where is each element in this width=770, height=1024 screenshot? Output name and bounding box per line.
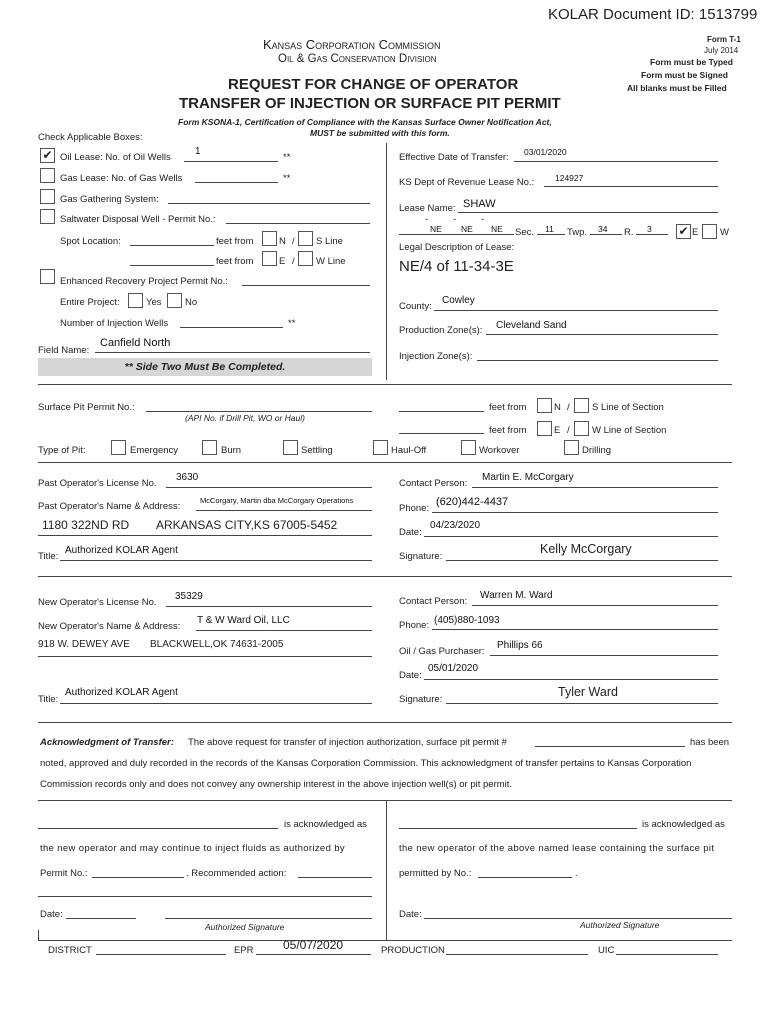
new-phone-label: Phone:: [399, 620, 430, 631]
district-line[interactable]: [96, 954, 226, 955]
ack-heading: Acknowledgment of Transfer:: [40, 737, 174, 748]
form-number: Form T-1: [707, 35, 741, 44]
slash: /: [567, 425, 570, 436]
effective-date-line[interactable]: [514, 161, 718, 162]
injection-zone-line[interactable]: [477, 360, 718, 361]
ack-left-auth-sig: Authorized Signature: [205, 922, 285, 932]
gas-gathering-checkbox[interactable]: [40, 189, 55, 204]
sec-value: 11: [545, 224, 554, 234]
pit-feet-from: feet from: [489, 402, 527, 413]
e-label: E: [279, 256, 286, 267]
legal-description-value: NE/4 of 11-34-3E: [399, 258, 514, 275]
eor-permit-line[interactable]: [242, 285, 370, 286]
dash: -: [425, 214, 429, 225]
epr-label: EPR: [234, 945, 254, 956]
swd-label: Saltwater Disposal Well - Permit No.:: [60, 214, 216, 225]
entire-project-label: Entire Project:: [60, 297, 120, 308]
ack-right-auth-sig: Authorized Signature: [580, 920, 660, 930]
yes-label: Yes: [146, 297, 162, 308]
ack-right-signature-line[interactable]: [424, 918, 732, 919]
sec-label: Sec.: [515, 227, 535, 238]
new-address-1: 918 W. DEWEY AVE: [38, 639, 130, 650]
field-name-label: Field Name:: [38, 345, 90, 356]
period: .: [575, 868, 578, 879]
slash: /: [292, 256, 295, 267]
pit-type-haul-off: Haul-Off: [391, 445, 427, 456]
lease-name-value: SHAW: [463, 198, 496, 210]
new-license-line[interactable]: [166, 606, 372, 607]
section-divider: [38, 384, 732, 385]
spot-n-checkbox[interactable]: [262, 231, 277, 246]
pit-permit-label: Surface Pit Permit No.:: [38, 402, 135, 413]
new-title-line[interactable]: [60, 703, 372, 704]
agency-name: Kansas Corporation Commission: [263, 37, 441, 52]
routing-top-border: [38, 940, 732, 941]
spot-w-checkbox[interactable]: [298, 251, 313, 266]
e-label: E: [692, 227, 699, 238]
ack-has-been: has been: [690, 737, 730, 748]
swd-permit-line[interactable]: [226, 223, 370, 224]
pit-type-emergency: Emergency: [130, 445, 179, 456]
section-divider: [38, 462, 732, 463]
range-label: R.: [624, 227, 634, 238]
twp-line[interactable]: [590, 234, 622, 235]
past-address-line[interactable]: [38, 535, 372, 536]
gas-lease-label: Gas Lease: No. of Gas Wells: [60, 173, 183, 184]
pit-ns-feet-line[interactable]: [399, 411, 484, 412]
past-contact-value: Martin E. McCorgary: [482, 472, 574, 483]
new-address-line[interactable]: [38, 656, 372, 657]
ack-text-3: Commission records only and does not convey any ownership interest in the above injection well(s) or pit permit.: [40, 779, 513, 790]
new-contact-label: Contact Person:: [399, 596, 468, 607]
new-name-label: New Operator's Name & Address:: [38, 621, 181, 632]
spot-ew-feet-line[interactable]: [130, 265, 214, 266]
production-zone-value: Cleveland Sand: [496, 320, 567, 331]
pit-type-workover-checkbox[interactable]: [461, 440, 476, 455]
ack-left-signature-line[interactable]: [165, 918, 372, 919]
form-date: July 2014: [704, 46, 739, 55]
past-contact-label: Contact Person:: [399, 478, 468, 489]
production-line[interactable]: [446, 954, 588, 955]
uic-label: UIC: [598, 945, 615, 956]
pit-type-haul-off-checkbox[interactable]: [373, 440, 388, 455]
pit-type-settling-checkbox[interactable]: [283, 440, 298, 455]
new-address-2: BLACKWELL,OK 74631-2005: [150, 639, 284, 650]
county-label: County:: [399, 301, 432, 312]
ack-divider: [386, 800, 387, 940]
past-name-value: McCorgary, Martin dba McCorgary Operations: [200, 496, 354, 505]
past-signature-label: Signature:: [399, 551, 443, 562]
spot-ns-feet-line[interactable]: [130, 245, 214, 246]
past-phone-label: Phone:: [399, 503, 430, 514]
gas-gathering-line[interactable]: [168, 203, 370, 204]
pit-type-drilling-checkbox[interactable]: [564, 440, 579, 455]
field-name-value: Canfield North: [100, 337, 171, 349]
past-license-line[interactable]: [166, 487, 372, 488]
new-license-label: New Operator's License No.: [38, 597, 157, 608]
past-phone-line[interactable]: [432, 512, 718, 513]
past-date-value: 04/23/2020: [430, 520, 481, 531]
section-divider: [38, 722, 732, 723]
past-name-label: Past Operator's Name & Address:: [38, 501, 181, 512]
pit-e-checkbox[interactable]: [537, 421, 552, 436]
quarter-3: NE: [491, 224, 503, 234]
new-phone-value: (405)880-1093: [434, 615, 500, 626]
signed-note: Form must be Signed: [641, 70, 728, 80]
ack-permitted-by-label: permitted by No.:: [399, 868, 472, 879]
feet-from-label: feet from: [216, 256, 254, 267]
ack-text-1: The above request for transfer of injection authorization, surface pit permit #: [188, 737, 507, 748]
epr-value: 05/07/2020: [283, 938, 344, 952]
purchaser-value: Phillips 66: [497, 640, 543, 651]
ack-right-operator-line[interactable]: [399, 828, 637, 829]
gas-gathering-label: Gas Gathering System:: [60, 194, 159, 205]
past-title-line[interactable]: [60, 560, 372, 561]
new-date-label: Date:: [399, 670, 422, 681]
w-line-label: W Line: [316, 256, 346, 267]
ack-left-operator-line[interactable]: [38, 828, 278, 829]
pit-w-checkbox[interactable]: [574, 421, 589, 436]
injection-wells-line[interactable]: [180, 327, 283, 328]
routing-left-tick: [38, 930, 39, 940]
oil-wells-stars: **: [283, 152, 291, 163]
ack-right-is-ack: is acknowledged as: [642, 819, 725, 830]
range-value: 3: [647, 224, 652, 234]
range-e-checkbox[interactable]: ✔: [676, 224, 691, 239]
lease-name-label: Lease Name:: [399, 203, 456, 214]
county-line[interactable]: [434, 310, 718, 311]
swd-checkbox[interactable]: [40, 209, 55, 224]
oil-wells-value: 1: [195, 146, 201, 157]
filled-note: All blanks must be Filled: [627, 83, 727, 93]
pit-type-workover: Workover: [479, 445, 520, 456]
ack-left-date-label: Date:: [40, 909, 63, 920]
range-line[interactable]: [636, 234, 668, 235]
ack-left-text: the new operator and may continue to inject fluids as authorized by: [40, 843, 345, 854]
division-name: Oil & Gas Conservation Division: [278, 53, 437, 65]
ack-permit-no-label: Permit No.:: [40, 868, 88, 879]
entire-no-checkbox[interactable]: [167, 293, 182, 308]
past-name-line[interactable]: [196, 510, 372, 511]
column-divider: [386, 143, 387, 380]
twp-label: Twp.: [567, 227, 588, 238]
oil-lease-checkbox[interactable]: ✔: [40, 148, 55, 163]
form-title-line1: REQUEST FOR CHANGE OF OPERATOR: [228, 76, 519, 93]
ksdor-label: KS Dept of Revenue Lease No.:: [399, 177, 535, 188]
past-address-1: 1180 322ND RD: [42, 518, 130, 532]
ack-recommended-label: . Recommended action:: [186, 868, 287, 879]
past-license-label: Past Operator's License No.: [38, 478, 157, 489]
new-contact-line[interactable]: [472, 605, 718, 606]
pit-type-drilling: Drilling: [582, 445, 612, 456]
form-title-line2: TRANSFER OF INJECTION OR SURFACE PIT PERMIT: [179, 95, 561, 112]
field-name-line[interactable]: [95, 352, 370, 353]
quarter-line[interactable]: [399, 234, 514, 235]
ack-recommended-line[interactable]: [298, 877, 372, 878]
injection-wells-stars: **: [288, 318, 296, 329]
ksona-note: Form KSONA-1, Certification of Compliance with the Kansas Surface Owner Notification Act,: [178, 117, 552, 127]
quarter-1: NE: [430, 224, 442, 234]
quarter-2: NE: [461, 224, 473, 234]
gas-wells-line[interactable]: [195, 182, 278, 183]
gas-wells-stars: **: [283, 173, 291, 184]
past-signature-line[interactable]: [446, 560, 718, 561]
eor-checkbox[interactable]: [40, 269, 55, 284]
spot-e-checkbox[interactable]: [262, 251, 277, 266]
side-two-banner: ** Side Two Must Be Completed.: [38, 358, 372, 376]
pit-type-burn: Burn: [221, 445, 242, 456]
entire-yes-checkbox[interactable]: [128, 293, 143, 308]
epr-line[interactable]: [256, 954, 371, 955]
gas-lease-checkbox[interactable]: [40, 168, 55, 183]
dash: -: [453, 214, 457, 225]
purchaser-line[interactable]: [490, 655, 718, 656]
past-phone-value: (620)442-4437: [436, 496, 509, 508]
document-id: KOLAR Document ID: 1513799: [548, 6, 758, 23]
new-signature-label: Signature:: [399, 694, 443, 705]
past-date-line[interactable]: [424, 536, 718, 537]
new-name-line[interactable]: [196, 630, 372, 631]
injection-wells-label: Number of Injection Wells: [60, 318, 169, 329]
section-divider: [38, 800, 732, 801]
typed-note: Form must be Typed: [650, 57, 733, 67]
production-label: PRODUCTION: [381, 945, 445, 956]
production-zone-line[interactable]: [486, 334, 718, 335]
past-address-2: ARKANSAS CITY,KS 67005-5452: [156, 518, 338, 532]
pit-s-label: S Line of Section: [592, 402, 664, 413]
uic-line[interactable]: [616, 954, 718, 955]
slash: /: [567, 402, 570, 413]
pit-w-label: W Line of Section: [592, 425, 667, 436]
ack-right-text: the new operator of the above named lease containing the surface pit: [399, 843, 715, 854]
injection-zone-label: Injection Zone(s):: [399, 351, 473, 362]
effective-date-label: Effective Date of Transfer:: [399, 152, 509, 163]
pit-type-emergency-checkbox[interactable]: [111, 440, 126, 455]
pit-type-settling: Settling: [301, 445, 333, 456]
pit-e-label: E: [554, 425, 561, 436]
county-value: Cowley: [442, 295, 475, 306]
slash: /: [292, 236, 295, 247]
eor-label: Enhanced Recovery Project Permit No.:: [60, 276, 228, 287]
ksona-note-2: MUST be submitted with this form.: [310, 128, 450, 138]
ack-left-date-line[interactable]: [66, 918, 136, 919]
legal-description-label: Legal Description of Lease:: [399, 242, 515, 253]
section-divider: [38, 576, 732, 577]
new-license-value: 35329: [175, 591, 203, 602]
check-label: Check Applicable Boxes:: [38, 132, 143, 143]
w-label: W: [720, 227, 729, 238]
pit-permit-line[interactable]: [146, 411, 372, 412]
pit-n-label: N: [554, 402, 561, 413]
new-contact-value: Warren M. Ward: [480, 590, 553, 601]
ack-permit-line[interactable]: [535, 746, 685, 747]
past-title-label: Title:: [38, 551, 59, 562]
pit-n-checkbox[interactable]: [537, 398, 552, 413]
feet-from-label: feet from: [216, 236, 254, 247]
oil-wells-line[interactable]: [184, 161, 278, 162]
no-label: No: [185, 297, 198, 308]
ack-permit-no-line[interactable]: [92, 877, 184, 878]
new-title-value: Authorized KOLAR Agent: [65, 687, 178, 698]
past-license-value: 3630: [176, 472, 199, 483]
pit-s-checkbox[interactable]: [574, 398, 589, 413]
ack-right-date-label: Date:: [399, 909, 422, 920]
past-date-label: Date:: [399, 527, 422, 538]
ksdor-line[interactable]: [544, 186, 718, 187]
dash: -: [481, 214, 485, 225]
past-contact-line[interactable]: [472, 487, 718, 488]
sec-line[interactable]: [537, 234, 565, 235]
pit-type-label: Type of Pit:: [38, 445, 86, 456]
lease-name-line[interactable]: [458, 212, 718, 213]
pit-ew-feet-line[interactable]: [399, 433, 484, 434]
pit-feet-from: feet from: [489, 425, 527, 436]
district-label: DISTRICT: [48, 945, 92, 956]
purchaser-label: Oil / Gas Purchaser:: [399, 646, 485, 657]
new-name-value: T & W Ward Oil, LLC: [197, 615, 290, 626]
ack-permitted-by-line[interactable]: [478, 877, 572, 878]
new-signature-line[interactable]: [446, 703, 718, 704]
pit-type-burn-checkbox[interactable]: [202, 440, 217, 455]
past-signature-value: Kelly McCorgary: [540, 542, 632, 556]
ack-text-2: noted, approved and duly recorded in the records of the Kansas Corporation Commission. This acknowledgment of transfer pertains to Kansas Corporation: [40, 758, 692, 769]
n-label: N: [279, 236, 286, 247]
new-date-line[interactable]: [424, 679, 718, 680]
oil-lease-label: Oil Lease: No. of Oil Wells: [60, 152, 171, 163]
ack-left-extra-line[interactable]: [38, 896, 372, 897]
new-phone-line[interactable]: [432, 629, 718, 630]
production-zone-label: Production Zone(s):: [399, 325, 483, 336]
new-signature-value: Tyler Ward: [558, 685, 618, 699]
api-note: (API No. if Drill Pit, WO or Haul): [185, 413, 305, 423]
twp-value: 34: [598, 224, 608, 234]
range-w-checkbox[interactable]: [702, 224, 717, 239]
past-title-value: Authorized KOLAR Agent: [65, 545, 178, 556]
spot-location-label: Spot Location:: [60, 236, 121, 247]
spot-s-checkbox[interactable]: [298, 231, 313, 246]
new-title-label: Title:: [38, 694, 59, 705]
effective-date-value: 03/01/2020: [524, 147, 567, 157]
ack-left-is-ack: is acknowledged as: [284, 819, 367, 830]
new-date-value: 05/01/2020: [428, 663, 479, 674]
ksdor-value: 124927: [555, 173, 584, 183]
s-line-label: S Line: [316, 236, 343, 247]
